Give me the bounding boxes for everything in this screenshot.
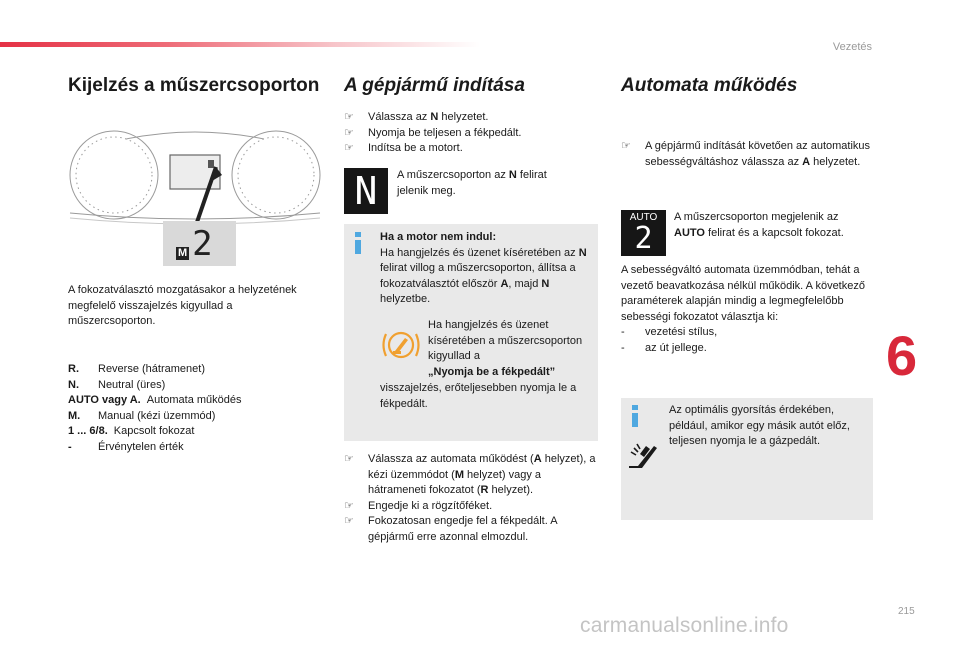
page-number: 215	[898, 606, 915, 617]
left-title: Kijelzés a műszercsoporton	[68, 75, 320, 96]
gear-display-manual	[176, 224, 213, 264]
auto-step	[621, 139, 871, 170]
legend-row: M. Manual (kézi üzemmód)	[68, 409, 216, 422]
accelerator-pedal-icon	[626, 440, 660, 470]
left-description: A fokozatválasztó mozgatásakor a helyzetének megfelelő visszajelzés kigyullad a műszercsoporton.	[68, 284, 297, 327]
info-icon	[353, 232, 363, 254]
acceleration-tip-text: Az optimális gyorsítás érdekében, például, amikor egy másik autót előz, teljesen nyomja le a gázpedált.	[669, 404, 850, 447]
right-title: Automata működés	[621, 75, 798, 96]
step-item: ☞ Indítsa be a motort.	[344, 142, 463, 154]
list-item: - vezetési stílus,	[621, 326, 718, 338]
watermark: carmanualsonline.info	[580, 614, 789, 637]
step-item: ☞ Fokozatosan engedje fel a fékpedált. A gépjármű erre azonnal elmozdul.	[344, 515, 557, 543]
start-steps	[344, 110, 594, 157]
auto-parameters-list	[621, 325, 871, 356]
info-heading: Ha a motor nem indul:	[380, 231, 497, 243]
step-item: ☞ Nyomja be teljesen a fékpedált.	[344, 126, 522, 139]
chapter-number: 6	[886, 324, 918, 387]
step-item: ☞ Válassza az N helyzetet.	[344, 111, 489, 123]
step-item: ☞ Engedje ki a rögzítőféket.	[344, 499, 493, 512]
step-item: ☞ Válassza az automata működést (A helyzet), a kézi üzemmódot (M helyzet) vagy a hátrameneti fokozatot (R helyzet).	[344, 453, 596, 496]
legend-row: 1 ... 6/8. Kapcsolt fokozat	[68, 425, 195, 437]
gear-number: 2	[192, 224, 213, 264]
auto-description: A sebességváltó automata üzemmódban, tehát a vezető beavatkozása nélkül működik. A következő paraméterek alapján mindig a legmegfelelőbb sebességi fokozatot választja ki:	[621, 264, 865, 323]
brake-warning-tail: visszajelzés, erőteljesebben nyomja le a fékpedált.	[380, 382, 577, 410]
gear-legend	[68, 362, 320, 455]
step-item: ☞ A gépjármű indítását követően az automatikus sebességváltáshoz válassza az A helyzetet.	[621, 140, 871, 168]
legend-row: AUTO vagy A. Automata működés	[68, 394, 242, 406]
auto-display-icon: AUTO 2	[621, 210, 666, 256]
mode-letter: M	[178, 247, 188, 259]
drive-steps	[344, 452, 598, 545]
n-display-text: A műszercsoporton az N felirat jelenik meg.	[397, 169, 547, 197]
header-accent-bar	[0, 42, 480, 47]
n-display-icon: N	[344, 168, 388, 214]
legend-row: N. Neutral (üres)	[68, 378, 166, 391]
middle-title: A gépjármű indítása	[344, 75, 525, 96]
list-item: - az út jellege.	[621, 341, 707, 354]
legend-row: R. Reverse (hátramenet)	[68, 363, 205, 375]
auto-display-text: A műszercsoporton megjelenik az AUTO felirat és a kapcsolt fokozat.	[674, 211, 844, 239]
brake-warning-text: Ha hangjelzés és üzenet kíséretében a műszercsoporton kigyullad a „Nyomja be a fékpedált”	[428, 319, 583, 378]
brake-pedal-warning-icon	[380, 326, 422, 364]
section-label: Vezetés	[832, 41, 872, 53]
info-box-text: Ha a motor nem indul: Ha hangjelzés és üzenet kíséretében az N felirat villog a műszercsoporton, állítsa a fokozatválasztót először A, majd N helyzetbe.	[380, 231, 587, 305]
info-icon	[630, 405, 640, 427]
legend-row: - Érvénytelen érték	[68, 440, 184, 453]
